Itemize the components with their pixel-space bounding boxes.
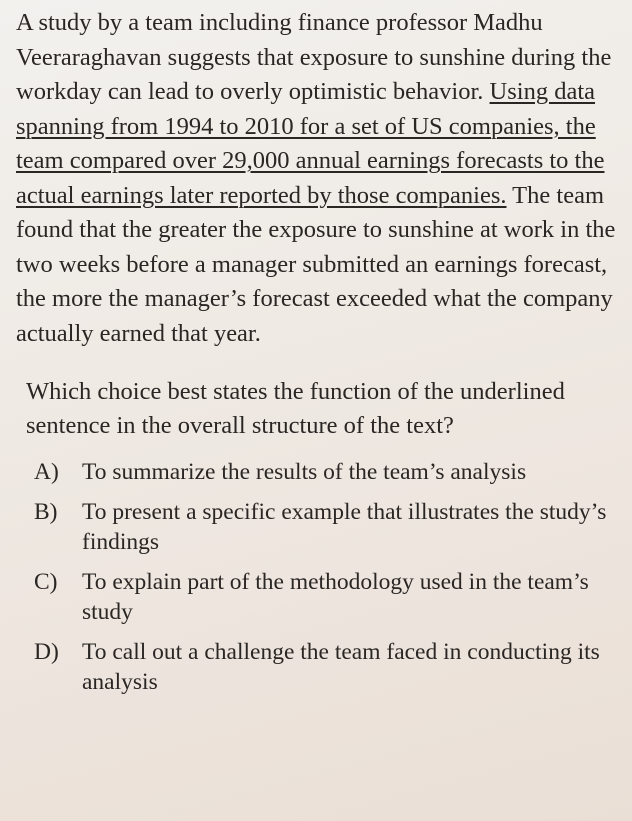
answer-choices [16, 457, 620, 697]
passage-rest: The team found that the greater the exposure to sunshine at work in the two weeks before a manager submitted an earnings forecast, the more the manager’s forecast exceeded what the company actually earned that year. [16, 181, 616, 347]
choice-text: To present a specific example that illustrates the study’s findings [82, 499, 607, 555]
choice-text: To explain part of the methodology used in the team’s study [82, 569, 589, 625]
choice-text: To call out a challenge the team faced in conducting its analysis [82, 639, 600, 695]
choice-c[interactable] [16, 567, 620, 627]
choice-b[interactable] [16, 497, 620, 557]
passage-text [16, 6, 620, 351]
choice-letter: B) [34, 499, 58, 525]
choice-text: To summarize the results of the team’s analysis [82, 459, 527, 485]
passage-intro: A study by a team including finance professor Madhu Veeraraghavan suggests that exposure to sunshine during the workday can lead to overly optimistic behavior. [16, 9, 612, 105]
choice-letter: D) [34, 639, 59, 665]
question-prompt: Which choice best states the function of the underlined sentence in the overall structure of the text? [26, 378, 565, 439]
choice-a[interactable] [16, 457, 620, 487]
choice-letter: A) [34, 459, 59, 485]
underlined-sentence: Using data spanning from 1994 to 2010 for a set of US companies, the team compared over 29,000 annual earnings forecasts to the actual earnings later reported by those companies. [16, 78, 605, 209]
choice-letter: C) [34, 569, 58, 595]
choice-d[interactable] [16, 637, 620, 697]
question-page [16, 6, 620, 707]
